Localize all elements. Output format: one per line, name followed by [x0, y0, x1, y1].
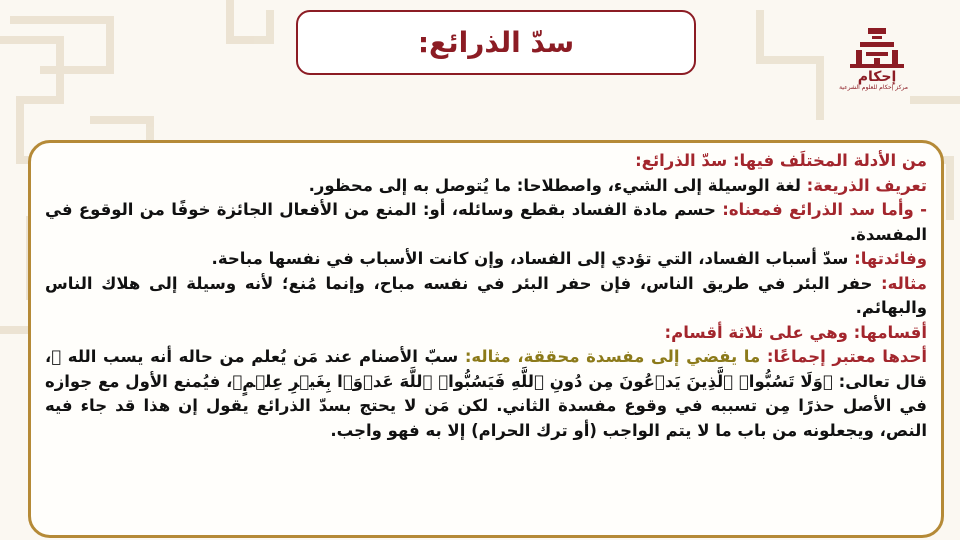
page-title: سدّ الذرائع:: [417, 26, 575, 59]
definition-label: تعريف الذريعة:: [806, 175, 927, 195]
first-division-text: سبّ الأصنام عند مَن يُعلم من حاله أنه يسب الله ﷻ، قال تعالى: ﴿وَلَا تَسُبُّوا۟ ٱلَّذِينَ يَدۡعُونَ مِن دُونِ ٱللَّهِ فَيَسُبُّوا۟ ٱللَّهَ عَدۡوَۢا بِغَيۡرِ عِلۡمٍ﴾، فيُمنع الأول مع جوازه في الأصل حذرًا مِن تسببه في وقوع مفسدة الثاني. لكن مَن لا يحتج بسدّ الذرائع يقول إن هذا قد جاء فيه النص، ويجعلونه من باب ما لا يتم الواجب (أو ترك الحرام) إلا به فهو واجب.: [45, 347, 927, 440]
heading-paragraph: [45, 149, 927, 174]
definition-paragraph: [45, 174, 927, 199]
heading-text: سدّ الذرائع:: [635, 151, 733, 170]
first-division-label: أحدها معتبر إجماعًا:: [766, 347, 927, 366]
meaning-paragraph: [45, 198, 927, 247]
meaning-text: حسم مادة الفساد بقطع وسائله، أو: المنع من الأفعال الجائزة خوفًا من الوقوع في المفسدة.: [45, 200, 927, 244]
example-label: مثاله:: [881, 273, 927, 293]
first-division-highlight: ما يفضي إلى مفسدة محققة، مثاله:: [464, 347, 767, 366]
logo-name: إحكام: [857, 69, 897, 85]
heading-label: من الأدلة المختلَف فيها:: [732, 151, 927, 170]
title-box: [296, 10, 696, 75]
logo: [839, 26, 908, 96]
benefit-paragraph: [45, 247, 927, 272]
logo-mark-icon: [846, 26, 908, 70]
meaning-label: - وأما سد الذرائع فمعناه:: [722, 200, 927, 219]
example-paragraph: [45, 272, 927, 321]
divisions-paragraph: [45, 321, 927, 346]
lesson-text: [45, 149, 927, 443]
content-box: [28, 140, 944, 538]
definition-text: لغة الوسيلة إلى الشيء، واصطلاحا: ما يُتوصل به إلى محظور.: [308, 175, 807, 195]
benefit-text: سدّ أسباب الفساد، التي تؤدي إلى الفساد، وإن كانت الأسباب في نفسها مباحة.: [211, 249, 855, 268]
benefit-label: وفائدتها:: [854, 249, 927, 268]
first-division-paragraph: [45, 345, 927, 443]
example-text: حفر البئر في طريق الناس، فإن حفر البئر في نفسه مباح، وإنما مُنع؛ لأنه وسيلة إلى هلاك الناس والبهائم.: [45, 273, 927, 317]
logo-subtitle: مركز إحكام للعلوم الشرعية: [839, 84, 908, 91]
divisions-label: أقسامها: وهي على ثلاثة أقسام:: [664, 322, 927, 342]
